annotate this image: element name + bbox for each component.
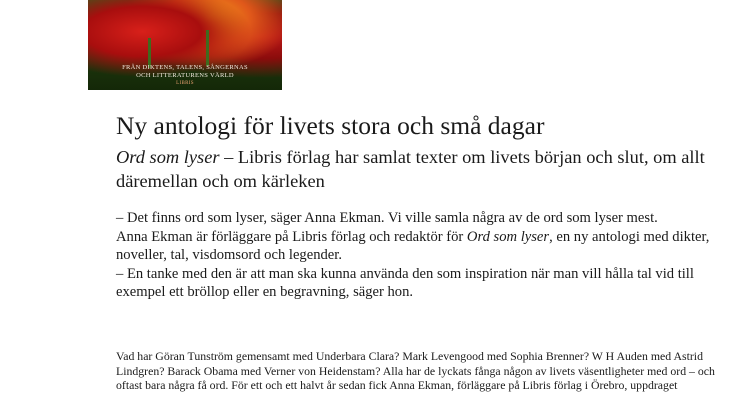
article-subtitle xyxy=(116,145,726,193)
tulip-stem xyxy=(206,30,209,66)
body-paragraph: Vad har Göran Tunström gemensamt med Underbara Clara? Mark Levengood med Sophia Brenner? W H Auden med Astrid Lindgren? Barack Obama med Verner von Heidenstam? Alla har de lyckats fånga någon av livets väsentligheter med ord – och oftast bara några få ord. För ett och ett halvt år sedan fick Anna Ekman, förläggare på Libris förlag i Örebro, uppdraget xyxy=(116,349,715,392)
intro-paragraph-2 xyxy=(116,228,726,265)
cover-tagline-1: FRÅN DIKTENS, TALENS, SÅNGERNAS xyxy=(122,64,248,71)
subtitle-text: – Libris förlag har samlat texter om livets början och slut, om allt däremellan och om kärleken xyxy=(116,147,705,191)
subtitle-book-title: Ord som lyser xyxy=(116,147,220,167)
article-title: Ny antologi för livets stora och små dagar xyxy=(116,111,545,140)
body-section xyxy=(116,349,726,393)
cover-tagline-2: OCH LITTERATURENS VÄRLD xyxy=(136,72,234,79)
intro-book-title: Ord som lyser xyxy=(466,228,550,245)
intro-section xyxy=(116,209,726,302)
intro-p2-end: , en ny antologi med dikter, noveller, tal, visdomsord och legender. xyxy=(116,228,710,264)
cover-publisher: LIBRIS xyxy=(176,81,194,86)
intro-quote-1: – Det finns ord som lyser, säger Anna Ekman. Vi ville samla några av de ord som lyser mest. xyxy=(116,210,658,226)
intro-quote-2: – En tanke med den är att man ska kunna använda den som inspiration när man vill hålla tal vid till exempel ett bröllop eller en begravning, säger hon. xyxy=(116,265,694,301)
intro-p2-start: Anna Ekman är förläggare på Libris förlag och redaktör för xyxy=(116,228,467,245)
book-cover-image xyxy=(88,0,282,90)
